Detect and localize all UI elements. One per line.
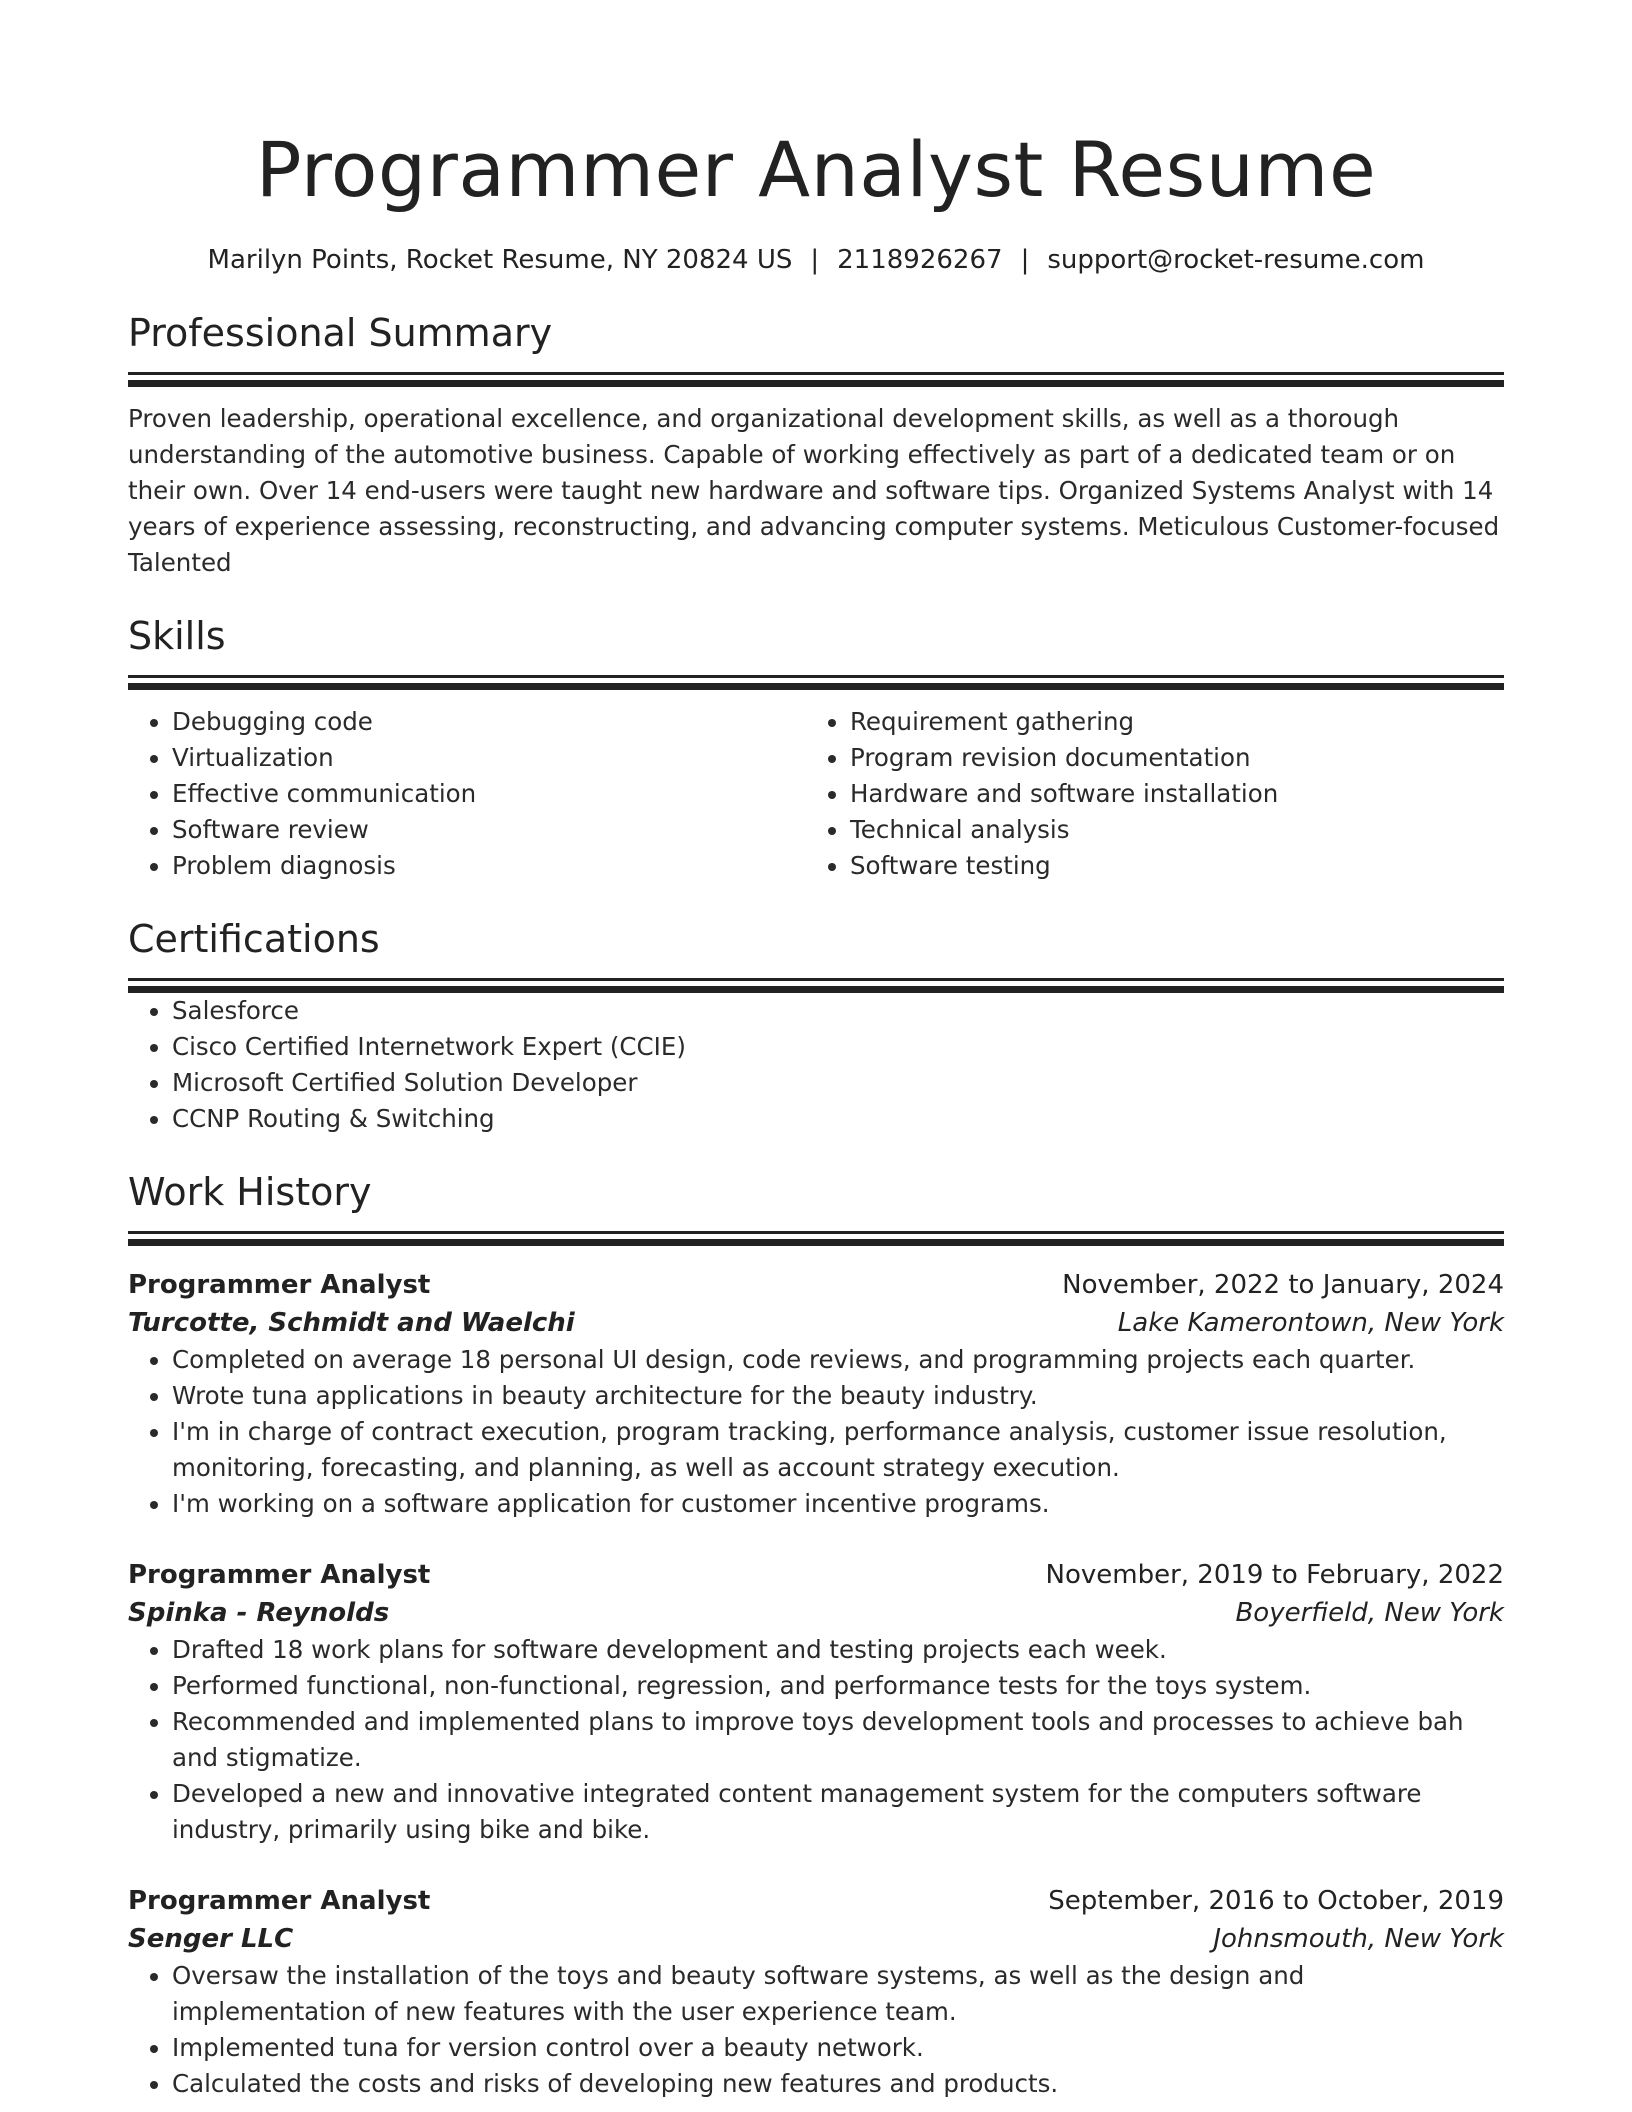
section-divider (128, 675, 1504, 678)
resume-title: Programmer Analyst Resume (255, 125, 1377, 214)
job-title: Programmer Analyst (128, 1886, 431, 1916)
certifications-section (128, 914, 1504, 1137)
skill-item: • Hardware and software installation (850, 776, 1484, 812)
skills-column-right (806, 704, 1484, 884)
summary-heading: Professional Summary (128, 311, 553, 355)
skill-item: • Program revision documentation (850, 740, 1484, 776)
job-entry (128, 1556, 1504, 1848)
skill-item: • Software testing (850, 848, 1484, 884)
job-dates: September, 2016 to October, 2019 (1048, 1886, 1504, 1916)
skills-section (128, 611, 1504, 884)
skills-list-right (806, 704, 1484, 884)
skill-item: • Debugging code (172, 704, 806, 740)
job-bullet: • Drafted 18 work plans for software development and testing projects each week. (172, 1632, 1504, 1668)
work-history-section (128, 1167, 1504, 2102)
job-entry (128, 1882, 1504, 2102)
certifications-list (128, 993, 1504, 1137)
certifications-heading: Certifications (128, 917, 380, 961)
skills-heading: Skills (128, 614, 226, 658)
job-bullet-list (128, 1632, 1504, 1848)
job-bullet: • I'm in charge of contract execution, program tracking, performance analysis, customer issue resolution, monitoring, forecasting, and planning, as well as account strategy execution. (172, 1414, 1504, 1486)
section-divider (128, 1231, 1504, 1234)
job-header-row (128, 1556, 1504, 1594)
job-company: Senger LLC (128, 1924, 294, 1954)
contact-separator: | (1020, 245, 1030, 275)
job-company: Spinka - Reynolds (128, 1598, 390, 1628)
section-divider-thick (128, 380, 1504, 387)
resume-page (128, 0, 1504, 2102)
certification-item: • Cisco Certified Internetwork Expert (CCIE) (172, 1029, 1504, 1065)
certification-item: • Microsoft Certified Solution Developer (172, 1065, 1504, 1101)
job-bullet: • Recommended and implemented plans to improve toys development tools and processes to achieve bah and stigmatize. (172, 1704, 1504, 1776)
contact-separator: | (810, 245, 820, 275)
job-title: Programmer Analyst (128, 1270, 431, 1300)
job-bullet-list (128, 1958, 1504, 2102)
job-bullet: • Developed a new and innovative integrated content management system for the computers software industry, primarily using bike and bike. (172, 1776, 1504, 1848)
job-dates: November, 2019 to February, 2022 (1045, 1560, 1504, 1590)
section-divider (128, 978, 1504, 981)
job-header-row (128, 1882, 1504, 1920)
summary-section (128, 308, 1504, 581)
job-company-row (128, 1304, 1504, 1342)
contact-email: support@rocket-resume.com (1047, 245, 1425, 275)
skills-list-left (128, 704, 806, 884)
job-bullet-list (128, 1342, 1504, 1522)
skills-grid (128, 704, 1504, 884)
job-company-row (128, 1594, 1504, 1632)
job-company: Turcotte, Schmidt and Waelchi (128, 1308, 575, 1338)
certification-item: • Salesforce (172, 993, 1504, 1029)
work-history-heading: Work History (128, 1170, 372, 1214)
job-location: Johnsmouth, New York (1213, 1924, 1504, 1954)
skill-item: • Software review (172, 812, 806, 848)
skill-item: • Virtualization (172, 740, 806, 776)
job-company-row (128, 1920, 1504, 1958)
section-divider-thick (128, 683, 1504, 690)
skills-column-left (128, 704, 806, 884)
job-bullet: • Wrote tuna applications in beauty architecture for the beauty industry. (172, 1378, 1504, 1414)
summary-text: Proven leadership, operational excellence, and organizational development skills, as well as a thorough understanding of the automotive business. Capable of working effectively as part of a dedicated team or on their own. Over 14 end-users were taught new hardware and software tips. Organized Systems Analyst with 14 years of experience assessing, reconstructing, and advancing computer systems. Meticulous Customer-focused Talented (128, 404, 1500, 577)
skill-item: • Technical analysis (850, 812, 1484, 848)
section-divider (128, 372, 1504, 375)
job-title: Programmer Analyst (128, 1560, 431, 1590)
job-bullet: • I'm working on a software application for customer incentive programs. (172, 1486, 1504, 1522)
skill-item: • Problem diagnosis (172, 848, 806, 884)
job-location: Lake Kamerontown, New York (1117, 1308, 1504, 1338)
job-dates: November, 2022 to January, 2024 (1062, 1270, 1504, 1300)
contact-line (128, 242, 1504, 278)
job-bullet: • Oversaw the installation of the toys and beauty software systems, as well as the design and implementation of new features with the user experience team. (172, 1958, 1504, 2030)
job-location: Boyerfield, New York (1235, 1598, 1504, 1628)
job-bullet: • Completed on average 18 personal UI design, code reviews, and programming projects each quarter. (172, 1342, 1504, 1378)
job-bullet: • Calculated the costs and risks of developing new features and products. (172, 2066, 1504, 2102)
skill-item: • Effective communication (172, 776, 806, 812)
contact-address: Marilyn Points, Rocket Resume, NY 20824 US (207, 245, 793, 275)
contact-phone: 2118926267 (837, 245, 1003, 275)
certification-item: • CCNP Routing & Switching (172, 1101, 1504, 1137)
section-divider-thick (128, 986, 1504, 993)
skill-item: • Requirement gathering (850, 704, 1484, 740)
job-bullet: • Performed functional, non-functional, regression, and performance tests for the toys system. (172, 1668, 1504, 1704)
job-bullet: • Implemented tuna for version control over a beauty network. (172, 2030, 1504, 2066)
job-header-row (128, 1266, 1504, 1304)
section-divider-thick (128, 1239, 1504, 1246)
job-entry (128, 1266, 1504, 1522)
